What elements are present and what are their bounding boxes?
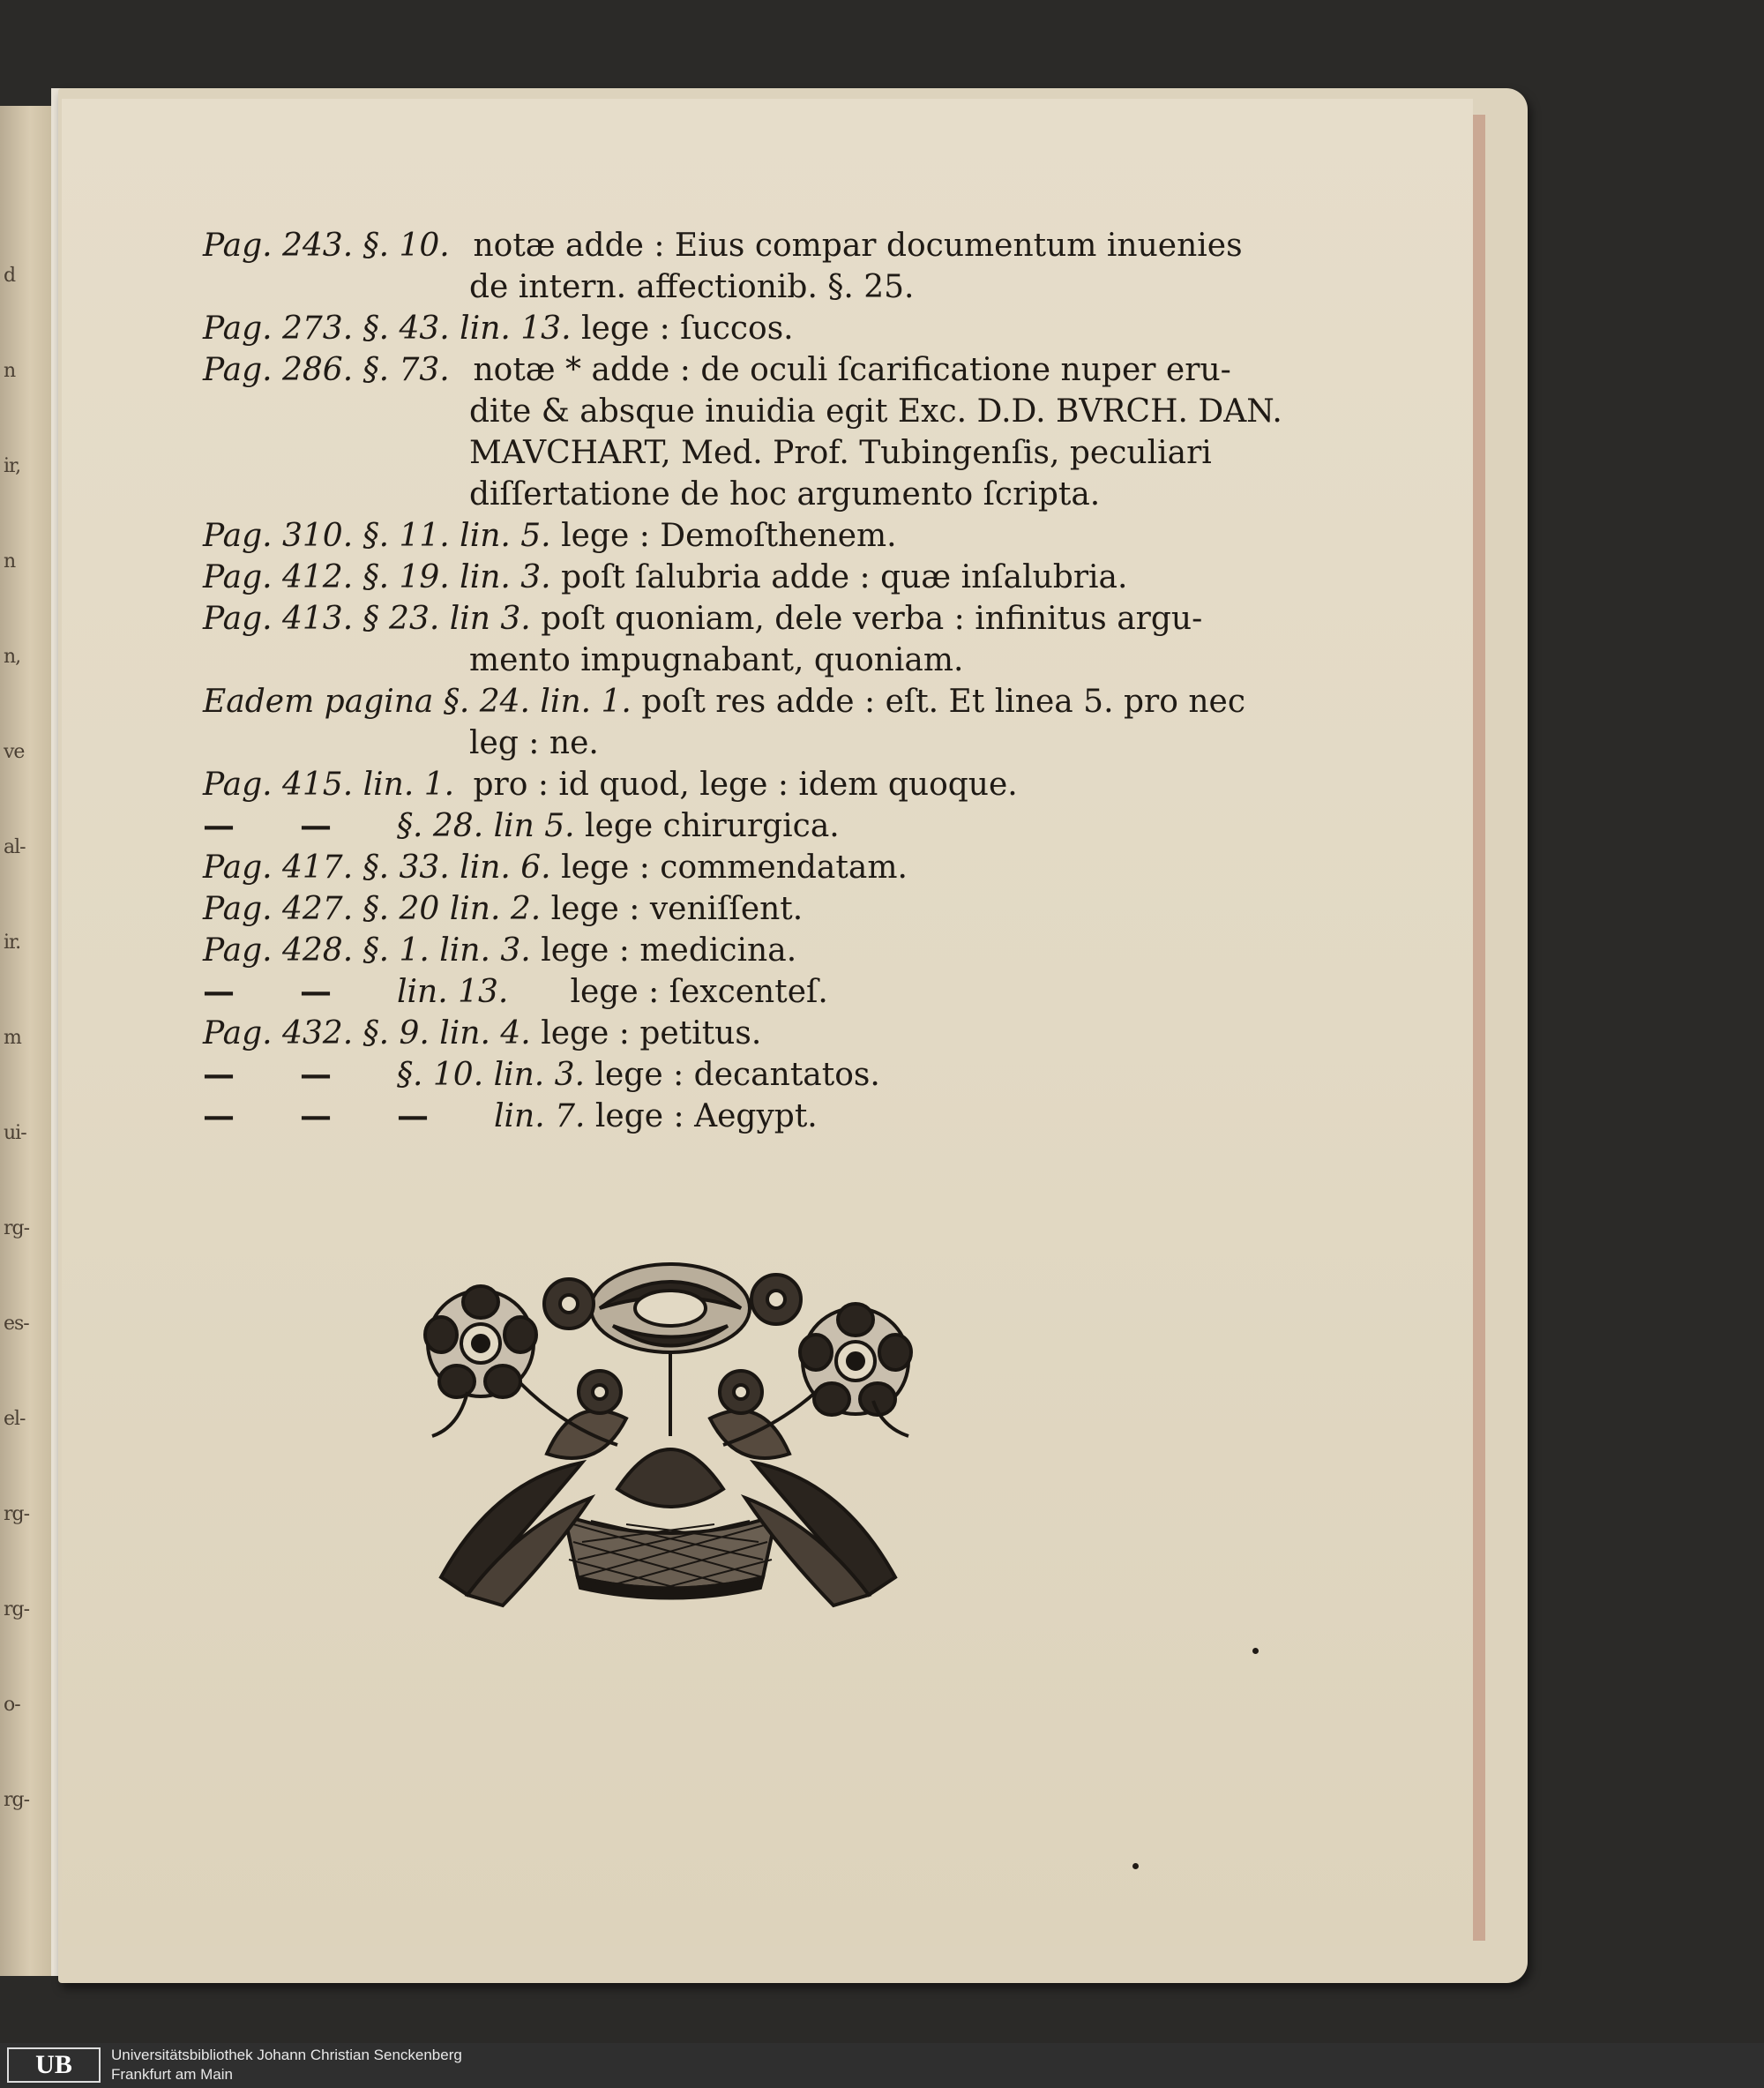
- errata-line: [203, 391, 1282, 432]
- errata-continuation: de intern. affectionib. §. 25.: [469, 269, 915, 305]
- errata-continuation: diſſertatione de hoc argumento ſcripta.: [469, 476, 1101, 513]
- errata-reference: §. 28. lin 5.: [397, 808, 575, 844]
- errata-correction: lege : Aegypt.: [594, 1098, 818, 1134]
- left-page-fragment: m: [4, 1027, 21, 1049]
- errata-reference: Pag. 432. §. 9. lin. 4.: [203, 1015, 531, 1051]
- errata-line: [203, 515, 1208, 557]
- errata-correction: poſt ſalubria adde : quæ inſalubria.: [561, 559, 1128, 595]
- errata-reference: Pag. 415. lin. 1.: [203, 767, 455, 803]
- left-page-fragment: el-: [4, 1408, 26, 1430]
- print-speck: [1132, 1863, 1139, 1869]
- errata-reference: Pag. 310. §. 11. lin. 5.: [203, 518, 551, 554]
- errata-line: [203, 640, 1208, 681]
- errata-correction: lege : petitus.: [541, 1015, 762, 1051]
- errata-line: [203, 1013, 1208, 1054]
- left-page-fragment: ir,: [4, 455, 21, 477]
- errata-correction: lege : Demoſthenem.: [561, 518, 897, 554]
- errata-reference: Pag. 413. § 23. lin 3.: [203, 601, 531, 637]
- left-page-fragment: ui-: [4, 1122, 26, 1144]
- errata-correction: lege : commendatam.: [561, 849, 908, 886]
- library-name: Universitätsbibliothek Johann Christian Senckenberg: [111, 2047, 462, 2063]
- left-page-fragment: n,: [4, 646, 21, 668]
- errata-reference: §. 10. lin. 3.: [397, 1057, 586, 1093]
- errata-reference: lin. 13.: [397, 974, 509, 1010]
- ditto-dash: —: [203, 1097, 235, 1134]
- errata-reference: Pag. 417. §. 33. lin. 6.: [203, 849, 551, 886]
- errata-line: [203, 308, 1208, 349]
- left-page-fragment: ve: [4, 741, 25, 763]
- ditto-dash: —: [397, 1097, 429, 1134]
- errata-correction: pro : id quod, lege : idem quoque.: [473, 767, 1018, 803]
- errata-correction: lege chirurgica.: [585, 808, 840, 844]
- errata-correction: poſt quoniam, dele verba : infinitus argu-: [541, 601, 1203, 637]
- library-footer: [0, 2043, 1764, 2088]
- errata-line: [203, 888, 1208, 930]
- errata-reference: Pag. 286. §. 73.: [203, 352, 450, 388]
- errata-line: [203, 847, 1208, 888]
- errata-line: [203, 474, 1208, 515]
- errata-correction: poſt res adde : eſt. Et linea 5. pro nec: [641, 684, 1245, 720]
- errata-line: [203, 598, 1208, 640]
- print-speck: [1252, 1648, 1259, 1654]
- left-page-fragment: rg-: [4, 1598, 30, 1620]
- left-page-fragment: d: [4, 265, 16, 287]
- errata-continuation: mento impugnabant, quoniam.: [469, 642, 964, 678]
- errata-reference: Pag. 412. §. 19. lin. 3.: [203, 559, 551, 595]
- left-page-fragment: rg-: [4, 1503, 30, 1525]
- left-page-fragment: es-: [4, 1313, 29, 1335]
- left-page-fragment: rg-: [4, 1217, 30, 1239]
- left-page-fragment: rg-: [4, 1789, 30, 1811]
- errata-correction: lege : decantatos.: [594, 1057, 880, 1093]
- errata-reference: Pag. 273. §. 43. lin. 13.: [203, 311, 572, 347]
- left-page-fragment: ir.: [4, 932, 21, 954]
- page-block-edge: [1471, 115, 1485, 1941]
- ditto-dash: —: [300, 1097, 332, 1134]
- flower-basket-woodcut: [415, 1260, 922, 1608]
- errata-continuation: MAVCHART, Med. Prof. Tubingenſis, peculiari: [469, 435, 1212, 471]
- errata-correction: lege : ſexcenteſ.: [570, 974, 828, 1010]
- errata-line: [203, 349, 1231, 391]
- errata-line: [203, 764, 1208, 805]
- ditto-dash: —: [203, 1056, 235, 1093]
- ditto-dash: —: [300, 973, 332, 1010]
- errata-line: [203, 722, 1208, 764]
- library-city: Frankfurt am Main: [111, 2066, 233, 2083]
- errata-correction: notæ * adde : de oculi ſcarificatione nuper eru-: [473, 352, 1231, 388]
- errata-line: [203, 266, 1208, 308]
- errata-reference: lin. 7.: [494, 1098, 586, 1134]
- left-page-fragment: n: [4, 550, 16, 573]
- left-page-fragment: o-: [4, 1694, 20, 1716]
- errata-reference: Pag. 427. §. 20 lin. 2.: [203, 891, 542, 927]
- errata-continuation: leg : ne.: [469, 725, 599, 761]
- ub-logo: UB: [7, 2047, 101, 2083]
- errata-list: [203, 225, 1282, 1137]
- errata-reference: Pag. 428. §. 1. lin. 3.: [203, 932, 531, 969]
- errata-line: [203, 681, 1245, 722]
- errata-line: [203, 1054, 1208, 1096]
- errata-line: [203, 1096, 1208, 1137]
- errata-correction: notæ adde : Eius compar documentum inuenies: [473, 228, 1243, 264]
- errata-correction: lege : veniſſent.: [550, 891, 804, 927]
- errata-line: [203, 805, 1208, 847]
- errata-line: [203, 930, 1208, 971]
- ditto-dash: —: [203, 807, 235, 844]
- ditto-dash: —: [300, 807, 332, 844]
- errata-reference: Eadem pagina §. 24. lin. 1.: [203, 684, 632, 720]
- errata-line: [203, 432, 1212, 474]
- errata-correction: lege : ſuccos.: [581, 311, 794, 347]
- errata-continuation: dite & absque inuidia egit Exc. D.D. BVRCH. DAN.: [469, 393, 1282, 430]
- ditto-dash: —: [203, 973, 235, 1010]
- errata-correction: lege : medicina.: [541, 932, 797, 969]
- left-page-fragment: al-: [4, 836, 26, 858]
- errata-reference: Pag. 243. §. 10.: [203, 228, 450, 264]
- left-page-sliver: [0, 106, 55, 1976]
- ditto-dash: —: [300, 1056, 332, 1093]
- left-page-fragment: n: [4, 360, 16, 382]
- errata-line: [203, 557, 1208, 598]
- errata-line: [203, 971, 1208, 1013]
- errata-line: [203, 225, 1243, 266]
